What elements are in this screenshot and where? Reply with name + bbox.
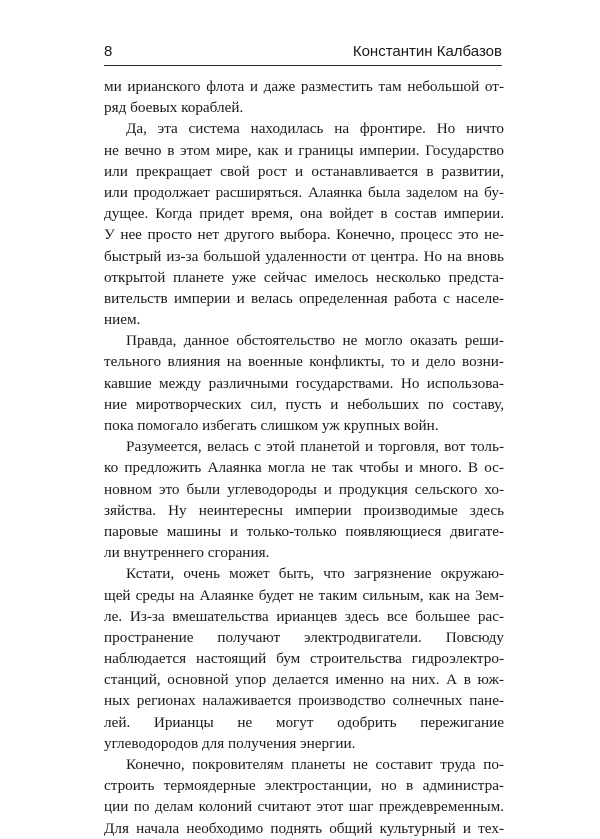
text-line: ле. Из-за вмешательства ирианцев здесь все большее рас- bbox=[104, 607, 504, 625]
text-line: пространение получают электродвигатели. Повсюду bbox=[104, 628, 504, 646]
text-line: Для начала необходимо поднять общий культурный и тех- bbox=[104, 819, 504, 837]
paragraph-first-line: Правда, данное обстоятельство не могло оказать реши- bbox=[126, 332, 504, 350]
text-line: открытой планете уже сейчас имелось несколько предста- bbox=[104, 268, 504, 286]
body-text bbox=[104, 76, 504, 839]
text-line: быстрый из-за большой удаленности от центра. Но на вновь bbox=[104, 247, 504, 265]
text-line: или продолжает расширяться. Алаянка была заделом на бу- bbox=[104, 183, 504, 201]
text-line: ние миротворческих сил, пусть и небольших по составу, bbox=[104, 395, 504, 413]
text-line: У нее просто нет другого выбора. Конечно, процесс это не- bbox=[104, 226, 504, 244]
header-rule bbox=[104, 65, 502, 66]
text-line: кавшие между различными государствами. Но использова- bbox=[104, 374, 504, 392]
text-line: не вечно в этом мире, как и границы империи. Государство bbox=[104, 141, 504, 159]
text-line: ных регионах налаживается производство солнечных пане- bbox=[104, 692, 504, 710]
text-line: ряд боевых кораблей. bbox=[104, 99, 244, 117]
text-line: щей среды на Алаянке будет не таким сильным, как на Зем- bbox=[104, 586, 504, 604]
paragraph-first-line: Разумеется, велась с этой планетой и торговля, вот толь- bbox=[126, 438, 504, 456]
text-line: ции по делам колоний считают этот шаг преждевременным. bbox=[104, 798, 504, 816]
text-line: станций, основной упор делается именно на них. А в юж- bbox=[104, 671, 504, 689]
text-line: нием. bbox=[104, 311, 141, 329]
running-head-author: Константин Калбазов bbox=[352, 43, 502, 60]
text-line: дущее. Когда придет время, она войдет в состав империи. bbox=[104, 205, 504, 223]
text-line: пока помогало избегать слишком уж крупных войн. bbox=[104, 417, 439, 434]
text-line: строить термоядерные электростанции, но в администра- bbox=[104, 777, 504, 795]
text-line: или прекращает свой рост и останавливается в развитии, bbox=[104, 162, 504, 180]
text-line: новном это были углеводороды и продукция сельского хо- bbox=[104, 480, 504, 498]
text-line: ко предложить Алаянка могла не так чтобы и много. В ос- bbox=[104, 459, 504, 477]
page-header bbox=[104, 42, 502, 66]
page-number: 8 bbox=[104, 43, 113, 60]
text-line: углеводородов для получения энергии. bbox=[104, 734, 356, 752]
text-line: вительств империи и велась определенная работа с населе- bbox=[104, 289, 504, 307]
text-line: наблюдается настоящий бум строительства гидроэлектро- bbox=[104, 650, 504, 668]
text-line: ми ирианского флота и даже разместить там небольшой от- bbox=[104, 78, 504, 95]
text-line: паровые машины и только-только появляющиеся двигате- bbox=[104, 522, 504, 540]
paragraph-first-line: Да, эта система находилась на фронтире. Но ничто bbox=[126, 120, 504, 138]
text-line: ли внутреннего сгорания. bbox=[104, 544, 270, 562]
paragraph-first-line: Конечно, покровителям планеты не составит труда по- bbox=[126, 756, 504, 773]
text-line: лей. Ирианцы не могут одобрить пережигание bbox=[104, 713, 504, 731]
text-line: зяйства. Ну неинтересны империи производимые здесь bbox=[104, 501, 504, 519]
paragraph-first-line: Кстати, очень может быть, что загрязнение окружаю- bbox=[126, 565, 504, 583]
text-line: тельного влияния на военные конфликты, то и дело возни- bbox=[104, 353, 504, 371]
